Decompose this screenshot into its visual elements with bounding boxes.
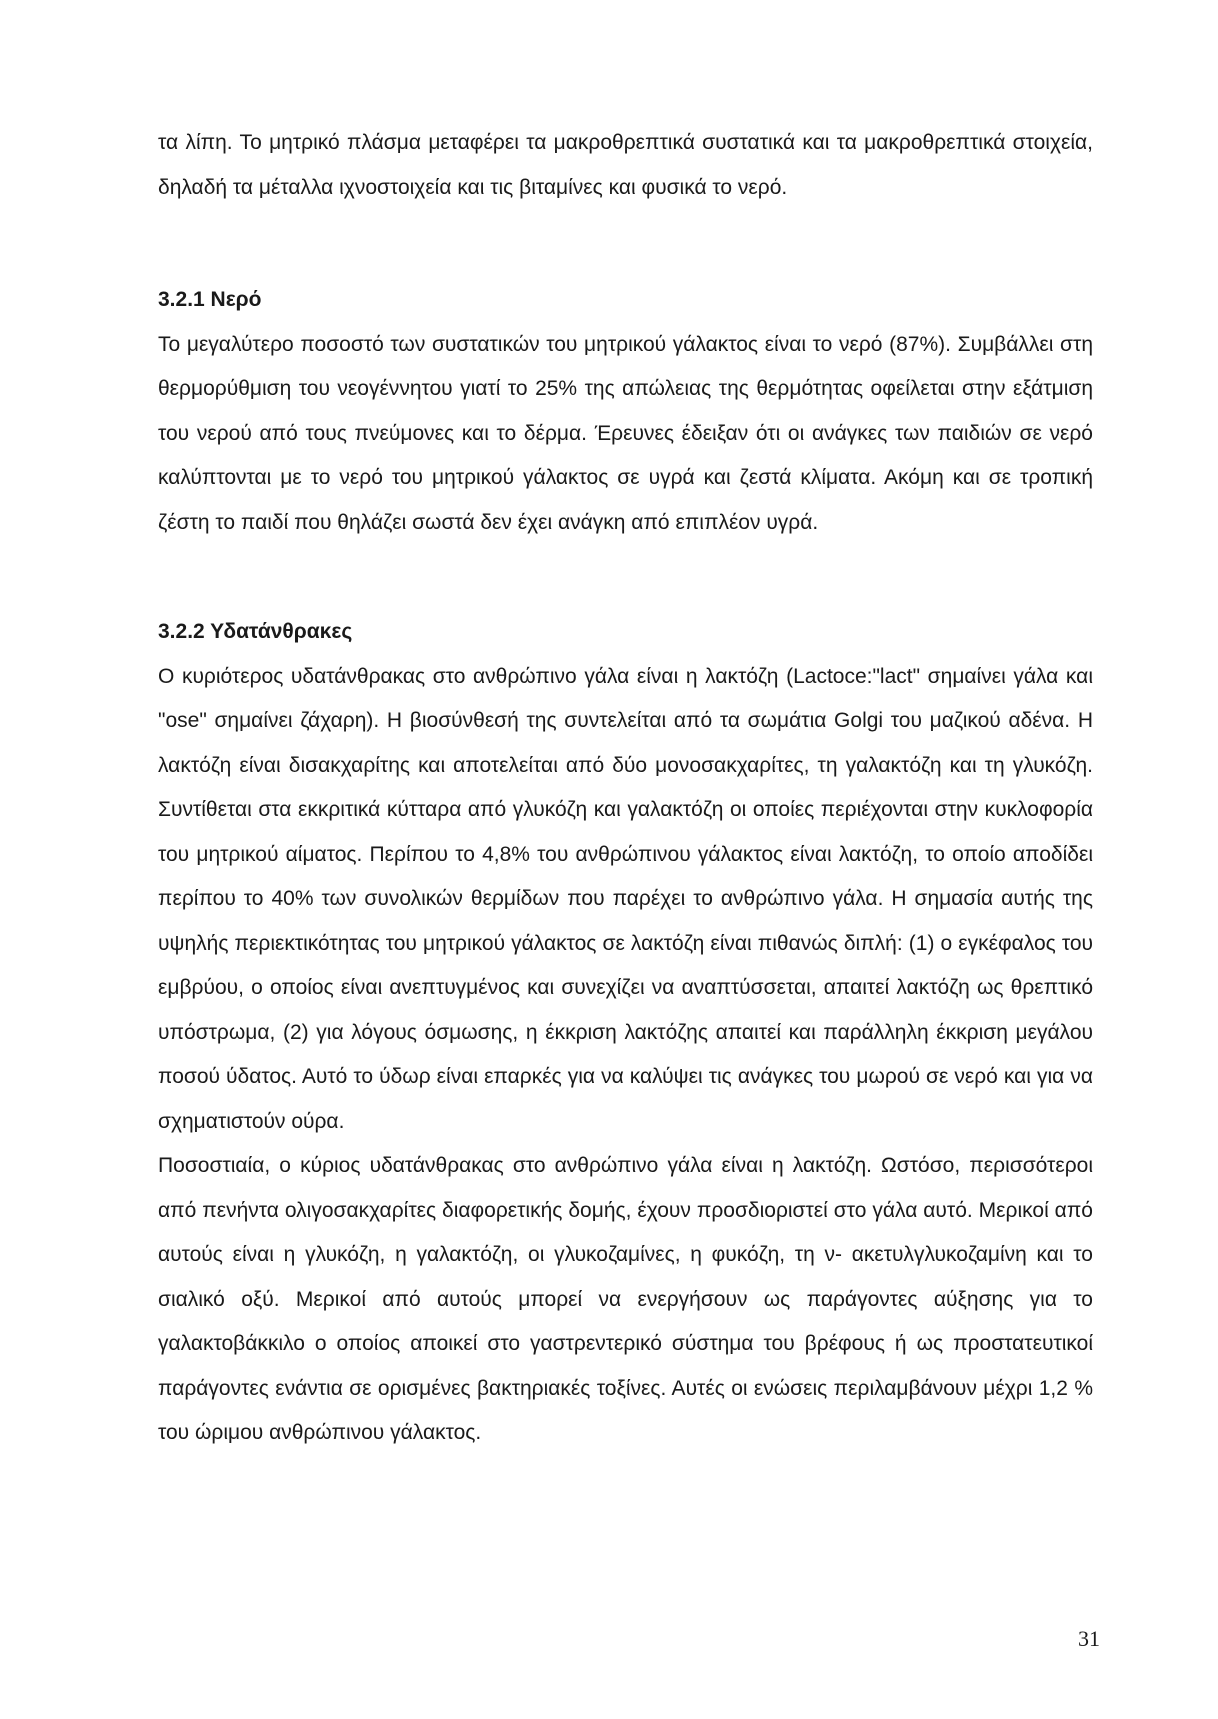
section-heading-water: 3.2.1 Νερό bbox=[158, 288, 262, 311]
carbohydrates-paragraph-1: Ο κυριότερος υδατάνθρακας στο ανθρώπινο γάλα είναι η λακτόζη (Lactoce:"lact" σημαίνει γάλα και "ose" σημαίνει ζάχαρη). Η βιοσύνθεσή της συντελείται από τα σωμάτια Golgi του μαζικού αδένα. Η λακτόζη είναι δισακχαρίτης και αποτελείται από δύο μονοσακχαρίτες, τη γαλακτόζη και τη γλυκόζη. Συντίθεται στα εκκριτικά κύτταρα από γλυκόζη και γαλακτόζη οι οποίες περιέχονται στην κυκλοφορία του μητρικού αίματος. Περίπου το 4,8% του ανθρώπινου γάλακτος είναι λακτόζη, το οποίο αποδίδει περίπου το 40% των συνολικών θερμίδων που παρέχει το ανθρώπινο γάλα. Η σημασία αυτής της υψηλής περιεκτικότητας του μητρικού γάλακτος σε λακτόζη είναι πιθανώς διπλή: (1) ο εγκέφαλος του εμβρύου, ο οποίος είναι ανεπτυγμένος και συνεχίζει να αναπτύσσεται, απαιτεί λακτόζη ως θρεπτικό υπόστρωμα, (2) για λόγους όσμωσης, η έκκριση λακτόζης απαιτεί και παράλληλη έκκριση μεγάλου ποσού ύδατος. Αυτό το ύδωρ είναι επαρκές για να καλύψει τις ανάγκες του μωρού σε νερό και για να σχηματιστούν ούρα. bbox=[158, 664, 1093, 1133]
section-water bbox=[158, 278, 1093, 545]
intro-paragraph: τα λίπη. Το μητρικό πλάσμα μεταφέρει τα μακροθρεπτικά συστατικά και τα μακροθρεπτικά στοιχεία, δηλαδή τα μέταλλα ιχνοστοιχεία και τις βιταμίνες και φυσικά το νερό. bbox=[158, 131, 1093, 199]
water-paragraph: Το μεγαλύτερο ποσοστό των συστατικών του μητρικού γάλακτος είναι το νερό (87%). Συμβάλλει στη θερμορύθμιση του νεογέννητου γιατί το 25% της απώλειας της θερμότητας οφείλεται στην εξάτμιση του νερού από τους πνεύμονες και το δέρμα. Έρευνες έδειξαν ότι οι ανάγκες των παιδιών σε νερό καλύπτονται με το νερό του μητρικού γάλακτος σε υγρά και ζεστά κλίματα. Ακόμη και σε τροπική ζέστη το παιδί που θηλάζει σωστά δεν έχει ανάγκη από επιπλέον υγρά. bbox=[158, 332, 1093, 534]
section-carbohydrates bbox=[158, 610, 1093, 1456]
section-heading-carbohydrates: 3.2.2 Υδατάνθρακες bbox=[158, 620, 353, 643]
carbohydrates-paragraph-2: Ποσοστιαία, ο κύριος υδατάνθρακας στο ανθρώπινο γάλα είναι η λακτόζη. Ωστόσο, περισσότεροι από πενήντα ολιγοσακχαρίτες διαφορετικής δομής, έχουν προσδιοριστεί στο γάλα αυτό. Μερικοί από αυτούς είναι η γλυκόζη, η γαλακτόζη, οι γλυκοζαμίνες, η φυκόζη, τη ν- ακετυλγλυκοζαμίνη και το σιαλικό οξύ. Μερικοί από αυτούς μπορεί να ενεργήσουν ως παράγοντες αύξησης για το γαλακτοβάκκιλο ο οποίος αποικεί στο γαστρεντερικό σύστημα του βρέφους ή ως προστατευτικοί παράγοντες ενάντια σε ορισμένες βακτηριακές τοξίνες. Αυτές οι ενώσεις περιλαμβάνουν μέχρι 1,2 % του ώριμου ανθρώπινου γάλακτος. bbox=[158, 1154, 1093, 1444]
intro-block bbox=[158, 121, 1093, 210]
page-number: 31 bbox=[1078, 1626, 1100, 1651]
